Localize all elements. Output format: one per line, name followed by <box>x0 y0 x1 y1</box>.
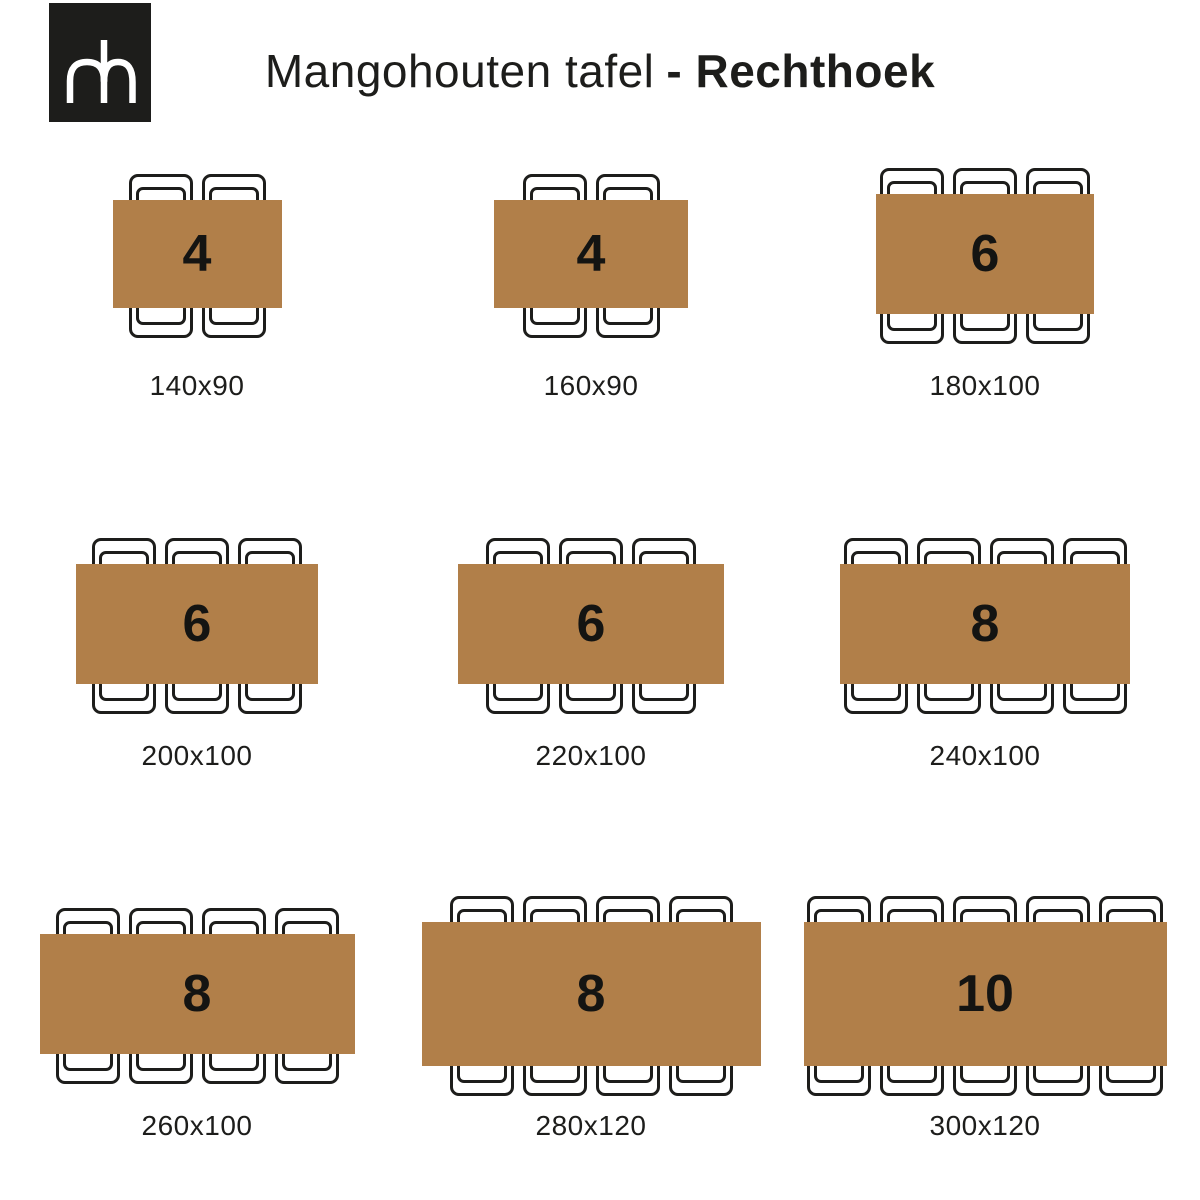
chair-row-top <box>56 908 339 934</box>
tabletop <box>113 200 282 308</box>
table-diagram <box>494 174 688 338</box>
table-cell <box>394 150 788 420</box>
table-diagram <box>76 538 318 714</box>
tabletop <box>494 200 688 308</box>
tabletop <box>458 564 724 684</box>
title-regular: Mangohouten tafel <box>264 45 655 97</box>
diagram-zone <box>804 890 1167 1102</box>
seat-count: 8 <box>970 595 1000 653</box>
size-label: 240x100 <box>929 740 1041 771</box>
diagram-zone <box>113 150 282 362</box>
table-cell <box>0 890 394 1160</box>
size-label: 300x120 <box>929 1110 1041 1141</box>
size-label: 260x100 <box>141 1110 253 1141</box>
diagram-zone <box>458 520 724 732</box>
table-diagram <box>113 174 282 338</box>
diagram-zone <box>76 520 318 732</box>
size-label: 180x100 <box>929 370 1041 401</box>
tabletop <box>76 564 318 684</box>
table-cell <box>788 150 1182 420</box>
chair-row-top <box>92 538 302 564</box>
chair-row-bottom <box>844 684 1127 714</box>
diagram-zone <box>840 520 1130 732</box>
table-diagram <box>804 896 1167 1096</box>
chair-row-bottom <box>129 308 266 338</box>
seat-count: 4 <box>182 225 212 283</box>
chair-row-bottom <box>880 314 1090 344</box>
size-label: 140x90 <box>149 370 245 401</box>
table-cell <box>394 890 788 1160</box>
size-label: 160x90 <box>543 370 639 401</box>
chair-row-top <box>523 174 660 200</box>
table-cell <box>0 150 394 420</box>
chair-row-top <box>486 538 696 564</box>
chair-row-bottom <box>523 308 660 338</box>
table-cell <box>788 890 1182 1160</box>
title-bold: - Rechthoek <box>666 45 936 97</box>
seat-count: 6 <box>970 225 1000 283</box>
seat-count: 4 <box>576 225 606 283</box>
table-cell <box>788 520 1182 790</box>
table-cell <box>0 520 394 790</box>
table-diagram <box>876 168 1094 344</box>
tabletop <box>840 564 1130 684</box>
tabletop <box>422 922 761 1066</box>
chair-row-bottom <box>56 1054 339 1084</box>
table-diagram <box>458 538 724 714</box>
chair-row-bottom <box>450 1066 733 1096</box>
seat-count: 10 <box>956 965 1014 1023</box>
chair-row-top <box>880 168 1090 194</box>
tabletop <box>804 922 1167 1066</box>
tabletop <box>876 194 1094 314</box>
seat-count: 8 <box>182 965 212 1023</box>
seat-count: 8 <box>576 965 606 1023</box>
diagram-zone <box>876 150 1094 362</box>
diagram-zone <box>40 890 355 1102</box>
chair-row-top <box>450 896 733 922</box>
tabletop <box>40 934 355 1054</box>
size-label: 280x120 <box>535 1110 647 1141</box>
size-label: 200x100 <box>141 740 253 771</box>
table-diagram <box>40 908 355 1084</box>
chair-row-bottom <box>92 684 302 714</box>
chair-row-bottom <box>486 684 696 714</box>
table-diagram <box>840 538 1130 714</box>
table-diagram <box>422 896 761 1096</box>
table-cell <box>394 520 788 790</box>
size-label: 220x100 <box>535 740 647 771</box>
chair-row-bottom <box>807 1066 1163 1096</box>
tables-grid <box>0 150 1200 1160</box>
diagram-zone <box>494 150 688 362</box>
seat-count: 6 <box>576 595 606 653</box>
chair-row-top <box>807 896 1163 922</box>
header <box>0 0 1200 150</box>
chair-row-top <box>129 174 266 200</box>
page-title <box>0 44 1200 98</box>
diagram-zone <box>422 890 761 1102</box>
chair-row-top <box>844 538 1127 564</box>
seat-count: 6 <box>182 595 212 653</box>
